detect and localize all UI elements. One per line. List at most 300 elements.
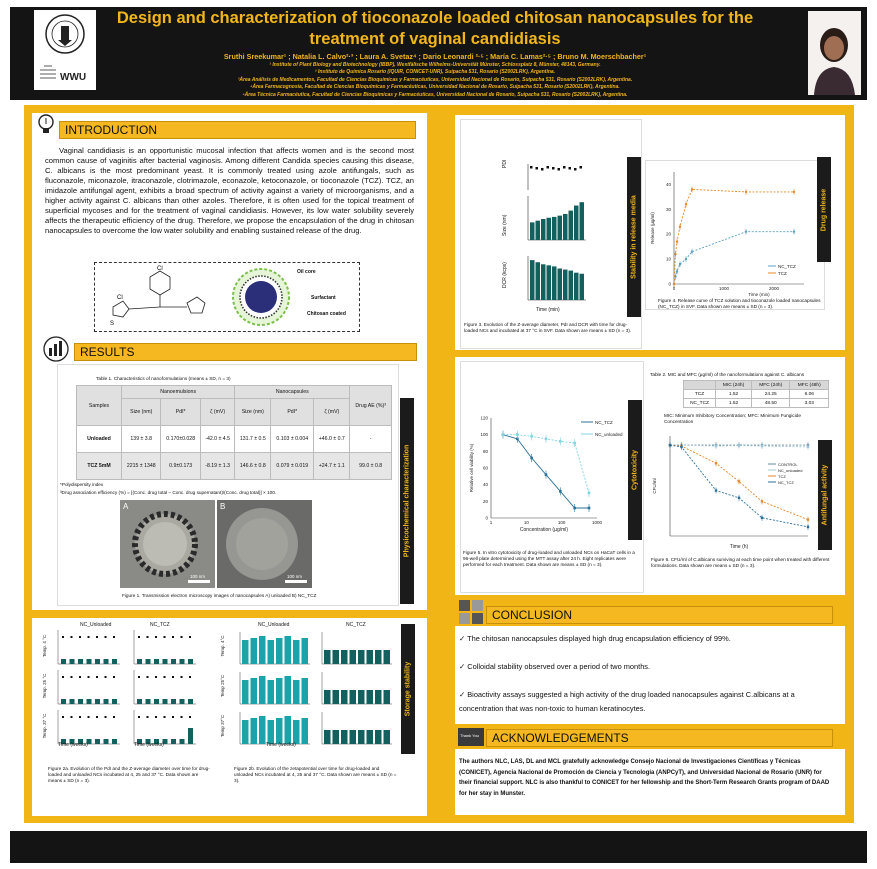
table-row [77, 426, 392, 453]
fig2a-col1: NC_Unloaded [80, 622, 112, 628]
table2-header: MIC (24h) [716, 381, 752, 390]
fig2b-zeta-bar [324, 650, 331, 664]
fig2a-size-bar [180, 699, 185, 704]
conclusion-item: ✓ Bioactivity assays suggested a high activity of the drug loaded nanocapsules against C.albicans at a concentration that was non-toxic to human keratinocytes. [459, 690, 795, 713]
fig2a-pdi-point [88, 716, 90, 718]
fig2a-pdi-point [79, 716, 81, 718]
fig4-ytick: 30 [665, 206, 671, 212]
table1-group: Nanocapsules [235, 386, 350, 399]
poster-footer [10, 831, 867, 863]
affiliation: ³Área Análisis de Medicamentos, Facultad de Ciencias Bioquímicas y Farmacéuticas, Universidad Nacional de Rosario, Suipacha 531, Rosario (S2002LRK), Argentina. [237, 76, 633, 83]
fig4-ylabel: Release (µg/ml) [650, 212, 655, 244]
affiliations [110, 62, 760, 99]
fig2a-row-label: Temp. 25 °C [42, 673, 47, 699]
dcr-bar [563, 270, 568, 300]
tem-label-a: A [123, 502, 129, 511]
drug-release-side-label [817, 157, 831, 262]
fig5-point [545, 438, 548, 441]
pdi-point [547, 166, 550, 169]
fig5-point [530, 457, 533, 460]
fig2b-xlabel: Time (weeks) [266, 742, 296, 748]
table-cell: -42.0 ± 4.5 [200, 426, 234, 453]
fig2b-zeta-bar [341, 730, 348, 744]
table-cell: 0.9±0.173 [161, 453, 200, 480]
fig2a-pdi-point [96, 636, 98, 638]
fig4-xtick: 2000 [768, 286, 780, 291]
table-cell: +46.0 ± 0.7 [314, 426, 350, 453]
fig4-legend-label: TCZ [778, 271, 787, 276]
fig5-ytick: 80 [482, 448, 488, 454]
fig2a-size-bar [104, 739, 109, 744]
fig6-point [807, 526, 809, 528]
table2 [683, 380, 829, 408]
fig2b-zeta-bar [324, 690, 331, 704]
s-label: S [110, 321, 115, 327]
fig4-point [674, 253, 676, 255]
chitosan-label: Chitosan coated [307, 311, 346, 317]
fig2b-col1: NC_Unloaded [258, 622, 290, 628]
introduction-text: Vaginal candidiasis is an opportunistic mucosal infection that affects women and is the second most common cause of vaginitis after bacterial vaginosis. Among different Candida species causing this disease, C. albicans is the most predominant yeast. It is commonly treated using azole antifungals, such as fluconazole, miconazole, itraconazole, clotrimazole, econazole, ketoconazole, or tioconazole (TCZ). TCZ, an imidazole antifungal agent, exhibits a broad spectrum of activity against a variety of microorganisms, and a higher activity against C. albicans than other azoles. Therefore, it is often used for the topical treatment of superficial mycoses and for the treatment of vaginal candidiasis. However, its low water solubility severely affects the therapeutic efficiency of the drug. Therefore, we propose the encapsulation of the drug in chitosan nanocapsules to overcome the low water solubility and enabling sustained release of the drug. [45, 146, 414, 235]
pdi-point [552, 167, 555, 170]
fig2b-zeta-bar [293, 680, 300, 704]
fig4-point [691, 188, 693, 190]
fig2b-zeta-bar [384, 690, 391, 704]
fig4-point [685, 203, 687, 205]
conclusion-item: ✓ Colloidal stability observed over a period of two months. [459, 662, 651, 671]
fig2b-zeta-bar [242, 720, 249, 744]
fig2b-zeta-bar [259, 716, 266, 744]
table-cell: TCZ [684, 390, 716, 399]
fig2a-size-bar [70, 699, 75, 704]
table-cell: 131.7 ± 0.5 [235, 426, 271, 453]
table1-header: Size (nm) [122, 399, 161, 426]
pdi-point [580, 166, 583, 169]
fig2b-zeta-bar [333, 690, 340, 704]
fig4-point [745, 231, 747, 233]
fig2a-pdi-point [105, 676, 107, 678]
table-cell: - [350, 426, 392, 453]
table1-header: PdI* [161, 399, 200, 426]
author-photo [808, 11, 861, 95]
fig2a-size-bar [112, 659, 117, 664]
fig2a-row-label: Temp. 37 °C [42, 713, 47, 739]
physchem-label-text: Physicochemical characterization [403, 444, 411, 558]
fig6-point [761, 500, 763, 502]
fig3-caption: Figure 3. Evolution of the Z-average diameter, PdI and DCR with time for drug-loaded NCs and incubated at 37 °C in SVF. Data shown are means ± SD (n = 3). [464, 322, 632, 333]
fig6-point [669, 444, 671, 446]
fig2a [40, 622, 210, 750]
fig5-xlabel: Concentration (µg/ml) [519, 527, 569, 533]
fig6-point [680, 446, 682, 448]
fig5-xtick: 10 [523, 520, 529, 525]
fig4-ytick: 40 [665, 181, 671, 187]
fig2b-zeta-bar [384, 730, 391, 744]
table-cell: 24.25 [751, 390, 790, 399]
fig6-legend-label: NC_unloaded [778, 468, 803, 473]
fig2b-row-label: Temp 25°C [220, 674, 225, 698]
fig4-series-line [674, 189, 794, 284]
fig4-point [679, 226, 681, 228]
fig2a-pdi-point [138, 716, 140, 718]
fig4-ytick: 10 [665, 256, 671, 262]
table1-note: ³Drug association efficiency (%) = [(Conc. drug total – Conc. drug supernatant)/(Conc. drug total)] × 100. [60, 490, 277, 495]
fig2a-pdi-point [88, 636, 90, 638]
fig2a-size-bar [61, 699, 66, 704]
fig4-caption: Figure 4. Release curve of TCZ solution and tioconazole loaded nanocapsules (NC_TCZ) in SVF. Data shown are means ± SD (n = 3). [658, 298, 821, 309]
wwu-logo: WWU [60, 72, 87, 83]
fig2b-zeta-bar [333, 650, 340, 664]
fig5-point [530, 435, 533, 438]
table-cell: 1.52 [716, 399, 752, 408]
conclusion-title: CONCLUSION [492, 608, 573, 622]
table2-header: MFC (24h) [751, 381, 790, 390]
fig1-caption: Figure 1. Transmission electron microscopy images of nanocapsules A) unloaded B) NC_TCZ [122, 593, 317, 598]
table-row [684, 390, 829, 399]
fig6-plot [650, 430, 818, 554]
fig2b-zeta-bar [276, 638, 283, 664]
fig2a-size-bar [137, 699, 142, 704]
size-bar [558, 216, 563, 240]
fig6-legend-label: NC_TCZ [778, 480, 794, 485]
affiliation: ¹ Institute of Plant Biology and Biotechnology (IBBP), Westfälische Wilhelms-Universität Münster, Schlossplatz 8, Münster, 48143, Germany. [269, 62, 601, 68]
drug-release-label-text: Drug release [820, 188, 828, 231]
fig2b-zeta-bar [268, 680, 275, 704]
pdi-point [569, 167, 572, 170]
fig6-caption: Figure 6. CFU/ml of C.albicans surviving at each time point when treated with different formulations. Data shown are means ± SD (n = 3). [651, 557, 830, 568]
conclusion-text: Colloidal stability observed over a period of two months. [467, 662, 651, 671]
fig5-point [502, 433, 505, 436]
dcr-bar [574, 273, 579, 300]
fig2b-zeta-bar [302, 678, 309, 704]
fig5-point [588, 492, 591, 495]
fig2b-zeta-bar [333, 730, 340, 744]
fig2b-zeta-bar [242, 680, 249, 704]
fig6-point [715, 445, 717, 447]
fig2a-pdi-point [105, 636, 107, 638]
fig6-point [738, 497, 740, 499]
fig5-xtick: 1 [489, 520, 493, 525]
fig2b-row-label: Temp. 4°C [220, 635, 225, 657]
conclusion-item: ✓ The chitosan nanocapsules displayed high drug encapsulation efficiency of 99%. [459, 634, 731, 643]
fig2a-size-bar [188, 659, 193, 664]
table1-caption: Table 1. Characteristics of nanoformulations (means ± SD, n = 3) [96, 376, 231, 381]
fig4-xtick: 0 [672, 286, 676, 291]
pdi-point [563, 166, 566, 169]
fig2b-row-label: Temp 37°C [220, 714, 225, 738]
fig2a-size-bar [154, 699, 159, 704]
fig2a-pdi-point [181, 676, 183, 678]
fig2a-size-bar [171, 699, 176, 704]
fig3-ylabel-pdi: PDI [502, 159, 508, 168]
fig5-point [516, 433, 519, 436]
fig4-ytick: 20 [665, 231, 671, 237]
fig4-point [685, 258, 687, 260]
table-cell: 139 ± 3.8 [122, 426, 161, 453]
dcr-bar [552, 266, 557, 300]
introduction-title: INTRODUCTION [65, 123, 157, 137]
table-cell: 3.03 [790, 399, 829, 408]
fig2a-size-bar [104, 659, 109, 664]
results-title: RESULTS [80, 345, 135, 359]
table-cell: 2215 ± 1348 [122, 453, 161, 480]
table-cell: 146.6 ± 0.8 [235, 453, 271, 480]
fig2a-size-bar [61, 659, 66, 664]
lightbulb-icon [36, 112, 56, 136]
table-cell: 99.0 ± 0.8 [350, 453, 392, 480]
fig6-point [715, 489, 717, 491]
fig2b-zeta-bar [375, 650, 382, 664]
nanocapsule-scheme [94, 262, 360, 332]
dcr-bar [569, 271, 574, 300]
acknowledgements-title: ACKNOWLEDGEMENTS [492, 731, 629, 745]
fig2a-pdi-point [71, 636, 73, 638]
fig6-point [807, 518, 809, 520]
fig2a-size-bar [171, 739, 176, 744]
fig2a-pdi-point [189, 636, 191, 638]
poster-title [110, 8, 760, 50]
fig2b-zeta-bar [302, 718, 309, 744]
fig4-point [793, 191, 795, 193]
storage-label-text: Storage stability [404, 661, 412, 717]
size-bar [580, 202, 585, 240]
fig2a-pdi-point [147, 716, 149, 718]
cl-label: Cl [157, 266, 163, 272]
fig4-point [673, 283, 675, 285]
affiliation: ⁴Área Farmacognosia, Facultad de Ciencias Bioquímicas y Farmacéuticas, Universidad Nacional de Rosario, Suipacha 531, Rosario (S2002LRK), Argentina. [250, 84, 620, 91]
fig4-plot [648, 164, 818, 304]
fig2a-size-bar [171, 659, 176, 664]
dcr-bar [547, 265, 552, 300]
fig2a-size-bar [78, 659, 83, 664]
fig2a-pdi-point [96, 716, 98, 718]
physchem-side-label [400, 398, 414, 604]
table-cell: 1.52 [716, 390, 752, 399]
tem-scale-b: 100 nm [287, 574, 303, 579]
fig2a-pdi-point [147, 636, 149, 638]
fig2a-pdi-point [71, 716, 73, 718]
fig2b-zeta-bar [251, 638, 258, 664]
fig2a-pdi-point [172, 636, 174, 638]
dcr-bar [558, 269, 563, 301]
fig2b-zeta-bar [276, 678, 283, 704]
release-media-side-label [627, 157, 641, 317]
fig2a-pdi-point [138, 636, 140, 638]
fig2a-size-bar [87, 699, 92, 704]
fig2a-pdi-point [138, 676, 140, 678]
table-cell: -8.19 ± 1.3 [200, 453, 234, 480]
fig5-caption: Figure 5. In vitro cytotoxicity of drug-loaded and unloaded NCs on HaCaT cells in a 96-well plate determined using the MTT assay after 24 h. Eight replicates were performed for each treatment. Data shown are means ± SD (n = 3). [463, 550, 635, 567]
fig2b-zeta-bar [285, 716, 292, 744]
fig5-ytick: 100 [480, 432, 488, 438]
fig2a-size-bar [163, 659, 168, 664]
fig5-point [588, 507, 591, 510]
table1-header: ζ (mV) [314, 399, 350, 426]
fig2a-size-bar [180, 739, 185, 744]
fig2a-pdi-point [96, 676, 98, 678]
dcr-bar [530, 260, 535, 300]
fig2a-size-bar [70, 659, 75, 664]
fig3-xlabel: Time (min) [536, 307, 560, 313]
fig5-ytick: 20 [482, 498, 488, 504]
fig4-point [745, 191, 747, 193]
fig2a-pdi-point [155, 716, 157, 718]
fig2a-row-label: Temp. 4 °C [42, 634, 47, 658]
fig5-point [559, 440, 562, 443]
pdi-point [530, 166, 533, 169]
fig2a-size-bar [146, 659, 151, 664]
tem-image-b [217, 500, 312, 588]
fig2b-zeta-bar [341, 650, 348, 664]
fig2a-size-bar [188, 728, 193, 744]
table-cell: 0.170±0.028 [161, 426, 200, 453]
fig2b-zeta-bar [251, 718, 258, 744]
fig2b-zeta-bar [293, 640, 300, 664]
fig4-point [793, 231, 795, 233]
fig2a-pdi-point [164, 716, 166, 718]
size-bar [547, 218, 552, 240]
fig2a-size-bar [112, 699, 117, 704]
pdi-point [574, 168, 577, 171]
fig4-point [676, 240, 678, 242]
conclusion-heading [486, 606, 833, 624]
fig2b [218, 622, 398, 750]
fig2b-zeta-bar [384, 650, 391, 664]
fig2a-pdi-point [155, 636, 157, 638]
fig5-ytick: 60 [482, 465, 488, 471]
affiliation: ⁵Área Técnica Farmacéutica, Facultad de Ciencias Bioquímicas y Farmacéuticas, Universidad Nacional de Rosario, Suipacha 531, Rosario (S2002LRK), Argentina. [242, 91, 628, 98]
fig6-point [761, 517, 763, 519]
fig5-ylabel: Relative cell viability (%) [469, 443, 474, 493]
tioconazole-structure [113, 271, 205, 317]
fig5-ytick: 0 [485, 515, 488, 521]
fig2a-pdi-point [189, 716, 191, 718]
size-bar [574, 206, 579, 240]
fig5-xtick: 1000 [591, 520, 603, 525]
thank-you-icon [458, 728, 484, 746]
fig4-xlabel: Time (min) [748, 292, 770, 297]
fig2a-pdi-point [105, 716, 107, 718]
table1-note: *Polydispersity index [60, 482, 104, 487]
size-bar [530, 222, 535, 240]
size-bar [552, 217, 557, 240]
fig3-ylabel-dcr: DCR (kcps) [502, 262, 508, 288]
fig2a-pdi-point [164, 676, 166, 678]
fig2a-pdi-point [62, 676, 64, 678]
fig2a-pdi-point [181, 636, 183, 638]
thank-you-text: Thank You [460, 733, 479, 738]
fig3-ylabel-size: Size (nm) [502, 214, 508, 236]
fig2a-size-bar [78, 699, 83, 704]
fig2a-size-bar [163, 699, 168, 704]
fig2a-plot [40, 628, 210, 746]
fig2b-zeta-bar [242, 640, 249, 664]
fig2b-zeta-bar [358, 690, 365, 704]
fig2b-zeta-bar [285, 636, 292, 664]
fig2a-col2: NC_TCZ [150, 622, 170, 628]
fig2a-size-bar [180, 659, 185, 664]
table-cell: NC_TCZ [684, 399, 716, 408]
dcr-bar [536, 262, 541, 300]
tem-scale-a: 100 nm [190, 574, 206, 579]
bar-chart-icon [40, 336, 72, 362]
fig2a-size-bar [95, 659, 100, 664]
fig5-plot [467, 412, 627, 536]
affiliation: ² Instituto de Química Rosario (IQUIR, CONICET-UNR), Suipacha 531, Rosario (S2002LRK), Argentina. [314, 69, 556, 76]
table2-header: MFC (48h) [790, 381, 829, 390]
size-bar [541, 219, 546, 240]
size-bar [569, 211, 574, 240]
fig6-point [738, 444, 740, 446]
authors: Sruthi Sreekumar¹ ; Natalia L. Calvo²·³ ; Laura A. Svetaz⁴ ; Dario Leonardi ²·⁵ ; María C. Lamas²·⁵ ; Bruno M. Moerschbacher¹ [223, 52, 647, 61]
surfactant-label: Surfactant [311, 295, 336, 301]
fig2a-pdi-point [164, 636, 166, 638]
fig2a-pdi-point [62, 716, 64, 718]
fig2b-zeta-bar [251, 678, 258, 704]
fig5-legend-label: NC_TCZ [595, 420, 613, 425]
fig2a-caption: Figure 2a. Evolution of the PdI and the Z-average diameter over time for drug-loaded and unloaded NCs incubated at 4, 25 and 37 °C. Data shown are means ± SD (n = 3). [48, 766, 210, 783]
fig2a-xlabel: Time (weeks) [58, 742, 88, 748]
fig5-ytick: 120 [480, 415, 488, 421]
pdi-point [558, 168, 561, 171]
table-cell: 0.103 ± 0.004 [271, 426, 314, 453]
fig2b-zeta-bar [259, 676, 266, 704]
size-bar [563, 214, 568, 240]
oil-core-label: Oil core [297, 269, 316, 275]
fig2a-size-bar [95, 739, 100, 744]
fig2a-pdi-point [113, 636, 115, 638]
fig4-legend-label: NC_TCZ [778, 264, 796, 269]
fig2a-size-bar [188, 699, 193, 704]
table-cell: TCZ 5mM [77, 453, 122, 480]
fig2a-pdi-point [79, 636, 81, 638]
fig2a-pdi-point [88, 676, 90, 678]
fig6-point [761, 445, 763, 447]
acknowledgements-heading [486, 729, 833, 747]
fig4-ytick: 0 [668, 281, 671, 287]
table1-header: Samples [77, 386, 122, 426]
fig2b-zeta-bar [350, 730, 357, 744]
fig2a-size-bar [95, 699, 100, 704]
conclusion-text: The chitosan nanocapsules displayed high drug encapsulation efficiency of 99%. [467, 634, 731, 643]
fig4-point [676, 270, 678, 272]
table-cell: 0.079 ± 0.019 [271, 453, 314, 480]
results-heading [74, 343, 417, 361]
fig2b-zeta-bar [358, 730, 365, 744]
fig2a-pdi-point [113, 676, 115, 678]
table-cell: Unloaded [77, 426, 122, 453]
acknowledgements-text: The authors NLC, LAS, DL and MCL gratefully acknowledge Consejo Nacional de Investigaciones Científicas y Técnicas (CONICET), Agencia Nacional de Promoción de Ciencia y Tecnología (ANPCyT), and Universidad Nacional de Rosario (UNR) for their financial support. NLC is also thankful to CONICET for her fellowship and the Short-Term Research Grants program of DAAD for her stay in Munster. [459, 759, 830, 797]
antifungal-label-text: Antifungal activity [821, 464, 829, 526]
fig5-ytick: 40 [482, 482, 488, 488]
fig3-plot [500, 160, 590, 320]
fig2b-zeta-bar [302, 638, 309, 664]
table-cell: 6.06 [790, 390, 829, 399]
pdi-point [541, 168, 544, 171]
table1-group: Nanoemulsions [122, 386, 235, 399]
table-cell: +24.7 ± 1.1 [314, 453, 350, 480]
fig6-series-line [670, 445, 808, 527]
fig2a-pdi-point [172, 676, 174, 678]
fig2b-zeta-bar [268, 720, 275, 744]
dcr-bar [541, 264, 546, 300]
fig2b-plot [218, 628, 398, 746]
nanocapsule-icon [233, 269, 289, 325]
fig5-point [545, 473, 548, 476]
table2-caption: Table 2. MIC and MFC (µg/ml) of the nanoformulations against C. albicans [650, 372, 805, 377]
fig5-legend-label: NC_unloaded [595, 432, 623, 437]
fig2b-zeta-bar [350, 690, 357, 704]
university-logos [34, 10, 96, 90]
